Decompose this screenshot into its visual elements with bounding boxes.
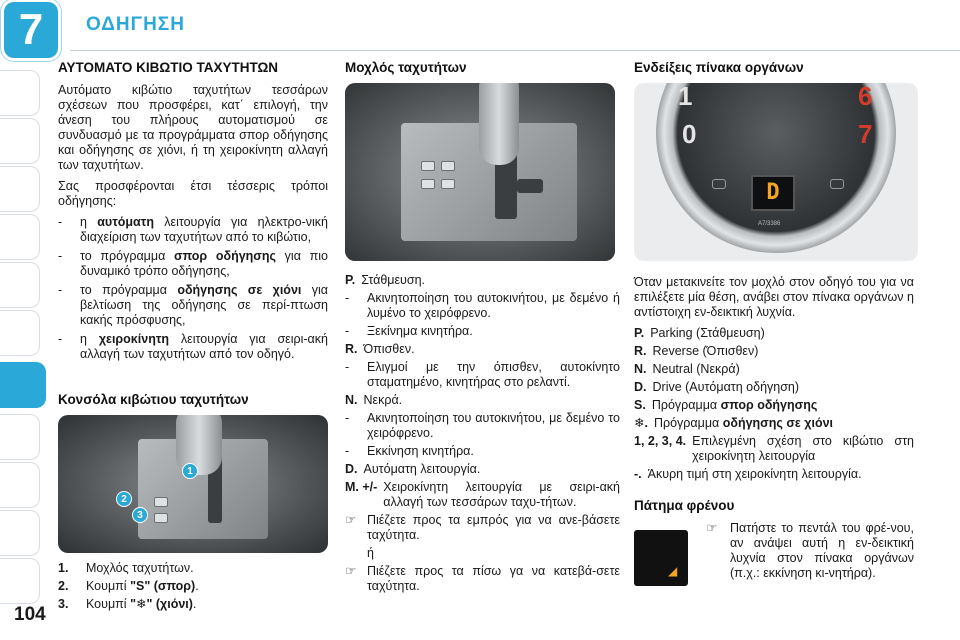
gear-position-detail: - Ακινητοποίηση του αυτοκινήτου, με δεμένο ή λυμένο το χειρόφρενο. <box>345 291 620 320</box>
chapter-tab[interactable] <box>0 414 40 460</box>
chapter-tab-active[interactable] <box>0 362 46 408</box>
column-automatic-gearbox <box>58 60 328 615</box>
chapter-tabs <box>0 0 46 640</box>
gear-display: D <box>751 175 795 211</box>
gear-position-detail: - Ξεκίνημα κινητήρα. <box>345 324 473 338</box>
indication-item: R. Reverse (Όπισθεν) <box>634 344 759 358</box>
chapter-tab[interactable] <box>0 166 40 212</box>
indication-item: 1, 2, 3, 4. Επιλεγμένη σχέση στο κιβώτιο στη χειροκίνητη λειτουργία <box>634 434 914 463</box>
gear-position-item: R. Όπισθεν. <box>345 342 415 356</box>
dial-digit: 7 <box>858 119 873 149</box>
chapter-tab[interactable] <box>0 310 40 356</box>
instrument-panel-photo <box>634 83 918 261</box>
chapter-title: ΟΔΗΓΗΣΗ <box>86 14 185 35</box>
modes-intro: Σας προσφέρονται έτσι τέσσερις τρόποι οδήγησης: <box>58 179 328 208</box>
finger-pointer-icon: ☞ <box>706 521 718 535</box>
gear-position-detail: - Ακινητοποίηση του αυτοκινήτου, με δεμένο το χειρόφρενο. <box>345 411 620 440</box>
caption-item: 2. Κουμπί "S" (σπορ). <box>58 579 199 593</box>
driving-mode-item: - το πρόγραμμα σπορ οδήγησης για πιο δυναμικό τρόπο οδήγησης, <box>58 249 328 278</box>
gear-position-detail: ☞ Πιέζετε προς τα πίσω γα να κατεβά-σετε ταχύτητα. <box>345 564 620 593</box>
gear-lever-photo <box>345 83 615 261</box>
instrument-intro: Όταν μετακινείτε τον μοχλό στον οδηγό του για να επιλέξετε μία θέση, ανάβει στον πίνακα οργάνων η αντίστοιχη εν-δεικτική λυχνία. <box>634 275 914 319</box>
chapter-tab[interactable] <box>0 262 40 308</box>
chapter-tab[interactable] <box>0 510 40 556</box>
console-captions <box>58 561 328 612</box>
driving-mode-item: - το πρόγραμμα οδήγησης σε χιόνι για βελτίωση της οδήγησης σε περί-πτωση κακής πρόσφυσης, <box>58 283 328 327</box>
chapter-tab[interactable] <box>0 462 40 508</box>
oil-lamp-icon <box>830 179 844 189</box>
gear-position-item: D. Αυτόματη λειτουργία. <box>345 462 481 476</box>
lever-button-image <box>421 161 435 171</box>
section-title-instrument: Ενδείξεις πίνακα οργάνων <box>634 60 804 75</box>
gearbox-console-photo <box>58 415 328 553</box>
brake-warning-lamp-image <box>634 530 688 586</box>
caption-item: 3. Κουμπί "❄" (χιόνι). <box>58 597 197 611</box>
callout-1: 1 <box>182 463 198 479</box>
header-divider <box>70 50 960 51</box>
callout-3: 3 <box>132 507 148 523</box>
chapter-tab[interactable] <box>0 558 40 604</box>
gear-position-item: N. Νεκρά. <box>345 393 403 407</box>
lever-gate-manual <box>517 179 543 193</box>
driving-mode-item: - η αυτόματη λειτουργία για ηλεκτρο-νική διαχείριση των ταχυτήτων από το κιβώτιο, <box>58 215 328 244</box>
driving-mode-item: - η χειροκίνητη λειτουργία για σειρι-ακή αλλαγή των ταχυτήτων από τον οδηγό. <box>58 332 328 361</box>
chapter-number-badge: 7 <box>4 2 58 58</box>
indications-list <box>634 326 914 482</box>
chapter-tab[interactable] <box>0 70 40 116</box>
snow-button-image <box>154 513 168 523</box>
dial-digit: 1 <box>678 83 693 111</box>
indication-item: S. Πρόγραμμα σπορ οδήγησης <box>634 398 818 412</box>
indication-item: ❄. Πρόγραμμα οδήγησης σε χιόνι <box>634 416 834 430</box>
callout-2: 2 <box>116 491 132 507</box>
dial-digit: 0 <box>682 119 697 149</box>
brake-foot-icon: ◢ <box>668 564 678 578</box>
caption-item: 1. Μοχλός ταχυτήτων. <box>58 561 194 575</box>
section-title-brake: Πάτημα φρένου <box>634 498 735 513</box>
column-gear-lever <box>345 60 620 597</box>
section-title-automatic-gearbox: ΑΥΤΟΜΑΤΟ ΚΙΒΩΤΙΟ ΤΑΧΥΤΗΤΩΝ <box>58 60 279 75</box>
gear-position-detail: ☞ Πιέζετε προς τα εμπρός για να ανε-βάσετε ταχύτητα. <box>345 513 620 542</box>
warning-lamp-icon <box>712 179 726 189</box>
section-title-gear-lever: Μοχλός ταχυτήτων <box>345 60 467 75</box>
dial-reference: A7/3386 <box>758 221 781 227</box>
sport-button-image <box>154 497 168 507</box>
lever-button-image <box>441 161 455 171</box>
gear-position-detail: - Εκκίνηση κινητήρα. <box>345 444 474 458</box>
column-instrument-indications <box>634 60 914 584</box>
lever-button-image <box>441 179 455 189</box>
brake-instruction <box>706 521 914 581</box>
indication-item: -. Άκυρη τιμή στη χειροκίνητη λειτουργία. <box>634 467 862 481</box>
indication-item: D. Drive (Αυτόματη οδήγηση) <box>634 380 800 394</box>
indication-item: N. Neutral (Νεκρά) <box>634 362 740 376</box>
gear-position-item: P. Στάθμευση. <box>345 273 426 287</box>
dial-digit: 6 <box>858 83 873 111</box>
chapter-tab[interactable] <box>0 214 40 260</box>
lever-knob <box>479 83 519 165</box>
indication-item: P. Parking (Στάθμευση) <box>634 326 765 340</box>
gear-positions-list <box>345 273 620 594</box>
lever-button-image <box>421 179 435 189</box>
chapter-tab[interactable] <box>0 118 40 164</box>
section-title-console: Κονσόλα κιβώτιου ταχυτήτων <box>58 392 249 407</box>
brake-text: Πατήστε το πεντάλ του φρέ-νου, αν ανάψει αυτή η εν-δεικτική λυχνία στον πίνακα οργάνων (π.χ.: εκκίνηση κι-νητήρα). <box>730 521 914 580</box>
driving-modes-list <box>58 215 328 362</box>
gear-position-detail: - Ελιγμοί με την όπισθεν, αυτοκίνητο σταματημένο, κινητήρας στο ρελαντί. <box>345 360 620 389</box>
gear-position-item: M. +/- Χειροκίνητη λειτουργία με σειρι-ακή αλλαγή των τεσσάρων ταχυ-τήτων. <box>345 480 620 509</box>
intro-paragraph: Αυτόματο κιβώτιο ταχυτήτων τεσσάρων σχέσεων που προσφέρει, κατ΄ επιλογή, την άνεση του πλήρους αυτοματισμού σε συνδυασμό με τα προγράμματα σπορ οδήγησης και οδήγησης σε χιόνι, ή τη χειροκίνητη αλλαγή των ταχυτήτων. <box>58 83 328 172</box>
gear-position-detail: ή <box>367 546 374 560</box>
page-number: 104 <box>14 604 46 625</box>
